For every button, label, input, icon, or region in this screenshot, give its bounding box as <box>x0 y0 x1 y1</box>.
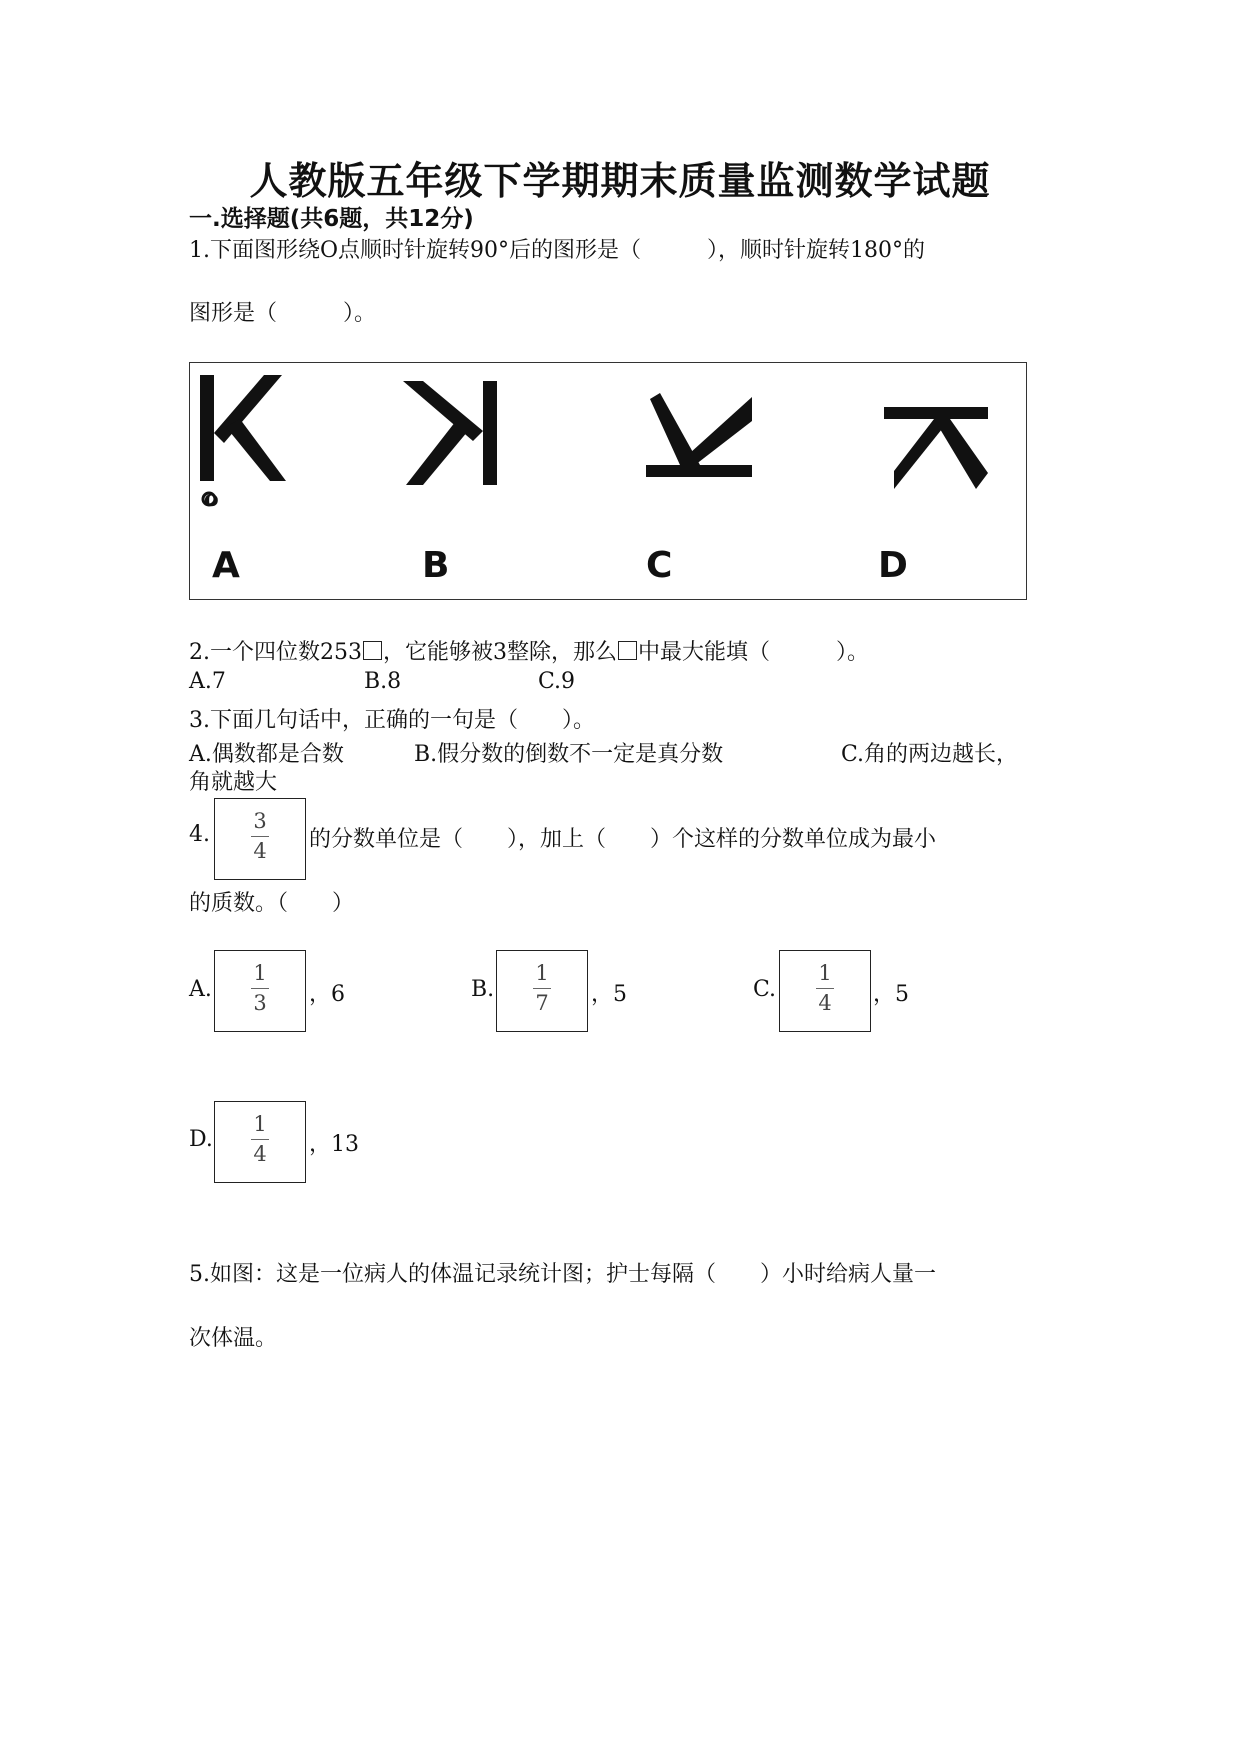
question-2-text-c: 中最大能填（ ）。 <box>637 640 869 665</box>
page-title: 人教版五年级下学期期末质量监测数学试题 <box>249 159 991 203</box>
question-3-stem: 3.下面几句话中，正确的一句是（ ）。 <box>189 708 595 733</box>
question-1-figure <box>189 362 1027 600</box>
question-2-text-b: ，它能够被3整除，那么 <box>382 640 617 665</box>
fraction-bar <box>533 988 551 989</box>
question-5-line-2: 次体温。 <box>189 1326 278 1351</box>
fraction-denominator: 4 <box>253 1142 267 1166</box>
question-4-option-d-box <box>214 1101 306 1183</box>
fraction-denominator: 3 <box>253 991 267 1015</box>
fraction-numerator: 1 <box>253 961 267 985</box>
question-4-option-d-tail: ，13 <box>309 1132 359 1157</box>
question-4-option-b-label: B. <box>471 977 495 1002</box>
section-heading: 一.选择题(共6题，共12分) <box>189 206 474 232</box>
option-b-label: B <box>422 545 450 586</box>
question-4-option-a-tail: ，6 <box>309 982 345 1007</box>
question-2-text-a: 2.一个四位数253 <box>189 640 362 665</box>
question-3-option-b: B.假分数的倒数不一定是真分数 <box>414 742 724 767</box>
fraction-denominator: 4 <box>253 839 267 863</box>
question-2-option-b: B.8 <box>364 669 402 694</box>
pivot-label: o <box>204 486 219 512</box>
question-4-number: 4. <box>189 822 210 847</box>
question-5-line-1: 5.如图：这是一位病人的体温记录统计图；护士每隔（ ）小时给病人量一 <box>189 1262 936 1287</box>
question-2-option-a: A.7 <box>189 669 226 694</box>
figure-b-shape <box>403 381 497 485</box>
question-4-option-b-tail: ，5 <box>591 982 627 1007</box>
fraction-numerator: 3 <box>253 809 267 833</box>
figure-d-shape <box>884 407 988 489</box>
fraction-numerator: 1 <box>818 961 832 985</box>
fraction-bar <box>251 1139 269 1140</box>
question-4-option-a-label: A. <box>189 977 212 1002</box>
blank-square <box>363 641 382 660</box>
question-3-option-a: A.偶数都是合数 <box>189 742 344 767</box>
fraction-bar <box>251 988 269 989</box>
question-4-option-b-box <box>496 950 588 1032</box>
blank-square <box>618 641 637 660</box>
question-4-stem-line-2: 的质数。（ ） <box>189 891 355 916</box>
question-2-stem <box>189 635 869 666</box>
question-4-option-c-label: C. <box>753 977 777 1002</box>
question-1-line-1: 1.下面图形绕O点顺时针旋转90°后的图形是（ ），顺时针旋转180°的 <box>189 238 926 263</box>
option-c-label: C <box>646 545 673 586</box>
fraction-numerator: 1 <box>535 961 549 985</box>
question-4-option-c-box <box>779 950 871 1032</box>
question-4-option-a-box <box>214 950 306 1032</box>
question-4-stem-rest: 的分数单位是（ ），加上（ ）个这样的分数单位成为最小 <box>309 827 937 852</box>
fraction-denominator: 7 <box>535 991 549 1015</box>
question-4-option-c-tail: ，5 <box>873 982 909 1007</box>
question-3-option-c: C.角的两边越长， <box>841 742 1019 767</box>
fraction-denominator: 4 <box>818 991 832 1015</box>
question-3-option-c-continued: 角就越大 <box>189 770 278 795</box>
question-4-option-d-label: D. <box>189 1127 213 1152</box>
question-2-option-c: C.9 <box>538 669 576 694</box>
option-a-label: A <box>212 545 240 586</box>
question-1-line-2: 图形是（ ）。 <box>189 301 377 326</box>
fraction-numerator: 1 <box>253 1112 267 1136</box>
figure-a-shape <box>200 375 286 481</box>
question-4-fraction-box <box>214 798 306 880</box>
fraction-bar <box>251 836 269 837</box>
option-d-label: D <box>878 545 908 586</box>
figure-c-shape <box>646 393 752 477</box>
fraction-bar <box>816 988 834 989</box>
fraction-three-quarters <box>215 811 305 862</box>
